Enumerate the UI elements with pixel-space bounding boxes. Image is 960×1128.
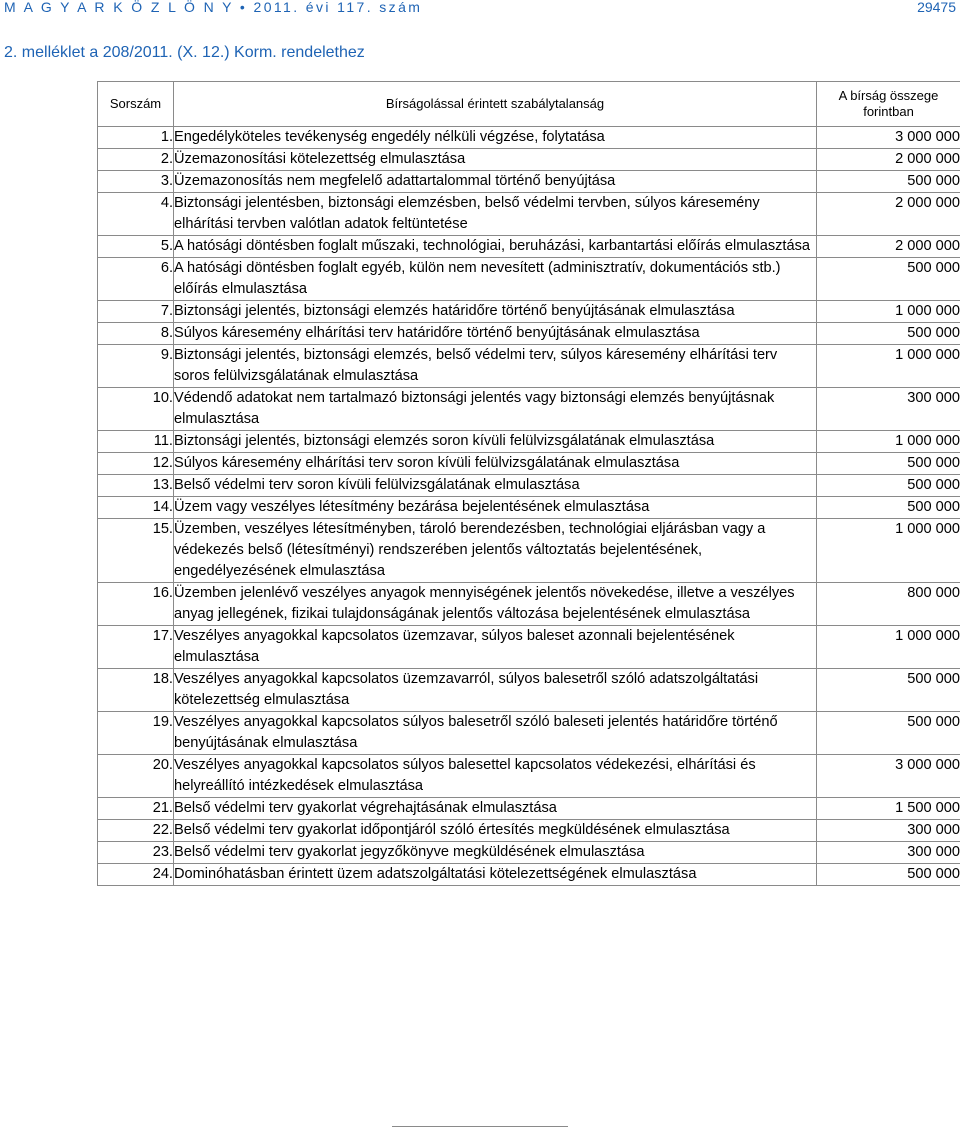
row-number: 9.: [98, 345, 174, 388]
row-number: 21.: [98, 798, 174, 820]
table-header-row: [98, 82, 960, 127]
row-amount: 500 000: [817, 453, 960, 475]
journal-title: M A G Y A R K Ö Z L Ö N Y • 2011. évi 117. szám: [4, 0, 423, 15]
table-row: [98, 301, 960, 323]
row-number: 7.: [98, 301, 174, 323]
row-number: 19.: [98, 712, 174, 755]
row-number: 8.: [98, 323, 174, 345]
row-description: Biztonsági jelentés, biztonsági elemzés határidőre történő benyújtásának elmulasztása: [174, 301, 817, 323]
row-number: 13.: [98, 475, 174, 497]
running-header: [0, 0, 960, 16]
row-number: 16.: [98, 583, 174, 626]
footer-rule: [392, 1126, 568, 1127]
row-number: 1.: [98, 127, 174, 149]
column-header-description: Bírságolással érintett szabálytalanság: [174, 82, 817, 127]
row-description: Veszélyes anyagokkal kapcsolatos súlyos balesettel kapcsolatos védekezési, elhárítási és helyreállító intézkedések elmulasztása: [174, 755, 817, 798]
table-body: [98, 127, 960, 886]
row-amount: 1 000 000: [817, 431, 960, 453]
row-description: Belső védelmi terv soron kívüli felülvizsgálatának elmulasztása: [174, 475, 817, 497]
row-description: Veszélyes anyagokkal kapcsolatos súlyos balesetről szóló baleseti jelentés határidőre történő benyújtásának elmulasztása: [174, 712, 817, 755]
row-description: Üzemben, veszélyes létesítményben, tároló berendezésben, technológiai eljárásban vagy a védekezés belső (létesítményi) rendszerében jelentős változtatás bejelentésének, engedélyezésének elmulasztása: [174, 519, 817, 583]
row-number: 4.: [98, 193, 174, 236]
row-amount: 800 000: [817, 583, 960, 626]
fines-table: [97, 81, 960, 886]
row-amount: 1 000 000: [817, 345, 960, 388]
table-row: [98, 323, 960, 345]
table-row: [98, 388, 960, 431]
row-description: Engedélyköteles tevékenység engedély nélküli végzése, folytatása: [174, 127, 817, 149]
row-amount: 500 000: [817, 258, 960, 301]
row-number: 6.: [98, 258, 174, 301]
table-row: [98, 798, 960, 820]
row-amount: 1 000 000: [817, 301, 960, 323]
row-number: 22.: [98, 820, 174, 842]
table-row: [98, 127, 960, 149]
table-row: [98, 755, 960, 798]
row-amount: 300 000: [817, 388, 960, 431]
table-row: [98, 171, 960, 193]
row-description: A hatósági döntésben foglalt egyéb, külön nem nevesített (adminisztratív, dokumentációs stb.) előírás elmulasztása: [174, 258, 817, 301]
table-row: [98, 820, 960, 842]
row-number: 12.: [98, 453, 174, 475]
row-amount: 1 000 000: [817, 519, 960, 583]
row-description: Védendő adatokat nem tartalmazó biztonsági jelentés vagy biztonsági elemzés benyújtásnak elmulasztása: [174, 388, 817, 431]
row-description: Belső védelmi terv gyakorlat időpontjáról szóló értesítés megküldésének elmulasztása: [174, 820, 817, 842]
table-row: [98, 842, 960, 864]
row-amount: 500 000: [817, 669, 960, 712]
table-row: [98, 149, 960, 171]
table-row: [98, 864, 960, 886]
row-description: Súlyos káresemény elhárítási terv soron kívüli felülvizsgálatának elmulasztása: [174, 453, 817, 475]
table-row: [98, 626, 960, 669]
row-description: Veszélyes anyagokkal kapcsolatos üzemzavarról, súlyos balesetről szóló adatszolgáltatási kötelezettség elmulasztása: [174, 669, 817, 712]
column-header-amount: A bírság összege forintban: [817, 82, 960, 127]
row-number: 17.: [98, 626, 174, 669]
row-amount: 2 000 000: [817, 149, 960, 171]
row-amount: 500 000: [817, 864, 960, 886]
table-row: [98, 193, 960, 236]
row-description: Biztonsági jelentés, biztonsági elemzés soron kívüli felülvizsgálatának elmulasztása: [174, 431, 817, 453]
annex-title: 2. melléklet a 208/2011. (X. 12.) Korm. rendelethez: [4, 44, 365, 61]
table-row: [98, 345, 960, 388]
row-amount: 500 000: [817, 712, 960, 755]
table-row: [98, 475, 960, 497]
row-description: Veszélyes anyagokkal kapcsolatos üzemzavar, súlyos baleset azonnali bejelentésének elmulasztása: [174, 626, 817, 669]
row-description: Üzemazonosítási kötelezettség elmulasztása: [174, 149, 817, 171]
table-row: [98, 583, 960, 626]
row-amount: 3 000 000: [817, 127, 960, 149]
row-amount: 2 000 000: [817, 236, 960, 258]
table-row: [98, 519, 960, 583]
table-row: [98, 453, 960, 475]
row-description: Biztonsági jelentés, biztonsági elemzés, belső védelmi terv, súlyos káresemény elhárítási terv soros felülvizsgálatának elmulasztása: [174, 345, 817, 388]
table-row: [98, 497, 960, 519]
row-number: 2.: [98, 149, 174, 171]
row-number: 14.: [98, 497, 174, 519]
row-description: Belső védelmi terv gyakorlat jegyzőkönyve megküldésének elmulasztása: [174, 842, 817, 864]
table-row: [98, 431, 960, 453]
row-number: 18.: [98, 669, 174, 712]
row-amount: 3 000 000: [817, 755, 960, 798]
row-description: A hatósági döntésben foglalt műszaki, technológiai, beruházási, karbantartási előírás elmulasztása: [174, 236, 817, 258]
row-number: 23.: [98, 842, 174, 864]
row-number: 15.: [98, 519, 174, 583]
row-amount: 500 000: [817, 497, 960, 519]
row-number: 20.: [98, 755, 174, 798]
row-amount: 500 000: [817, 171, 960, 193]
row-description: Súlyos káresemény elhárítási terv határidőre történő benyújtásának elmulasztása: [174, 323, 817, 345]
column-header-number: Sorszám: [98, 82, 174, 127]
row-amount: 500 000: [817, 475, 960, 497]
row-amount: 500 000: [817, 323, 960, 345]
table-row: [98, 669, 960, 712]
row-amount: 2 000 000: [817, 193, 960, 236]
row-description: Üzemazonosítás nem megfelelő adattartalommal történő benyújtása: [174, 171, 817, 193]
page-number: 29475: [917, 0, 956, 15]
row-description: Biztonsági jelentésben, biztonsági elemzésben, belső védelmi tervben, súlyos káresemény elhárítási tervben valótlan adatok feltüntetése: [174, 193, 817, 236]
row-number: 3.: [98, 171, 174, 193]
row-amount: 1 500 000: [817, 798, 960, 820]
row-description: Üzemben jelenlévő veszélyes anyagok mennyiségének jelentős növekedése, illetve a veszélyes anyag jellegének, fizikai tulajdonságának jelentős változása bejelentésének elmulasztása: [174, 583, 817, 626]
table-row: [98, 712, 960, 755]
row-amount: 300 000: [817, 842, 960, 864]
row-number: 10.: [98, 388, 174, 431]
table-row: [98, 236, 960, 258]
row-amount: 300 000: [817, 820, 960, 842]
row-number: 5.: [98, 236, 174, 258]
row-description: Dominóhatásban érintett üzem adatszolgáltatási kötelezettségének elmulasztása: [174, 864, 817, 886]
row-description: Belső védelmi terv gyakorlat végrehajtásának elmulasztása: [174, 798, 817, 820]
table-row: [98, 258, 960, 301]
row-amount: 1 000 000: [817, 626, 960, 669]
row-description: Üzem vagy veszélyes létesítmény bezárása bejelentésének elmulasztása: [174, 497, 817, 519]
row-number: 24.: [98, 864, 174, 886]
row-number: 11.: [98, 431, 174, 453]
